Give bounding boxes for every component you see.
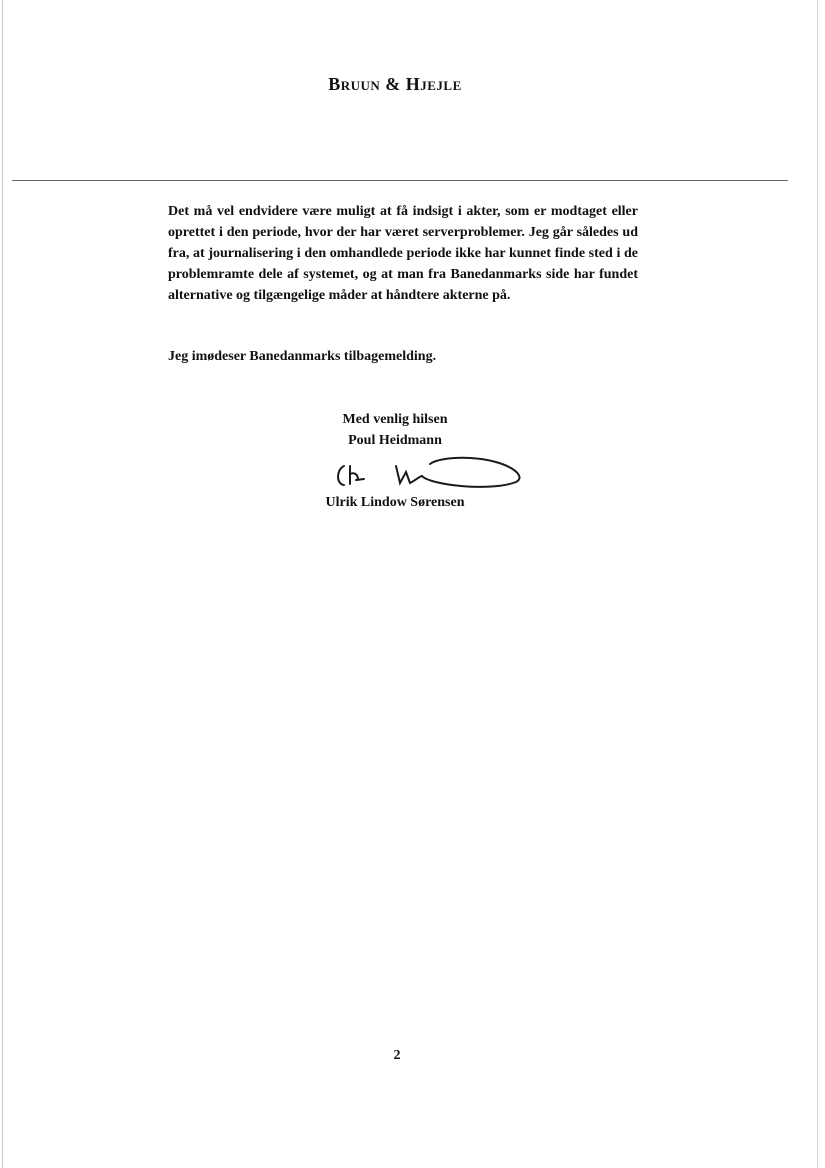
body-paragraph-2: Jeg imødeser Banedanmarks tilbagemelding. [168, 349, 437, 364]
signer-name-1: Poul Heidmann [348, 433, 442, 448]
letterhead-firm-name: Bruun & Hjejle [328, 74, 462, 94]
body-paragraph-1: Det må vel endvidere være muligt at få indsigt i akter, som er modtaget eller oprettet i den periode, hvor der har været serverproblemer. Jeg går således ud fra, at journalisering i den omhandlede periode ikke har kunnet finde sted i de problemramte dele af systemet, og at man fra Banedanmarks side har fundet alternative og tilgængelige måder at håndtere akterne på. [168, 204, 638, 303]
scan-edge-right [817, 0, 818, 1168]
closing-greeting: Med venlig hilsen [342, 412, 448, 427]
page-number: 2 [393, 1048, 401, 1063]
header-divider [12, 180, 788, 181]
signer-name-2: Ulrik Lindow Sørensen [325, 495, 465, 510]
scan-edge-left [2, 0, 3, 1168]
